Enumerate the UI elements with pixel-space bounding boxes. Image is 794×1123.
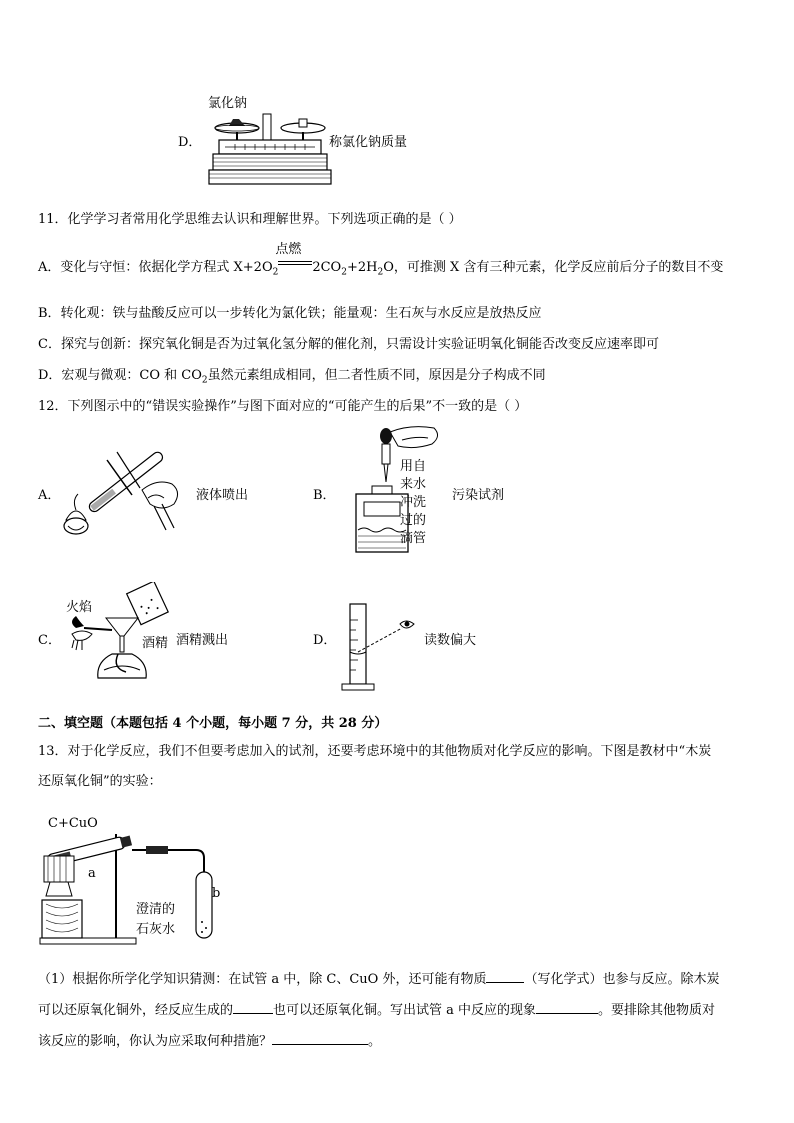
q11-option-b: B．转化观：铁与盐酸反应可以一步转化为氯化铁；能量观：生石灰与水反应是放热反应: [38, 306, 542, 321]
q13-p1-line2-part1: 可以还原氧化铜外，经反应生成的: [38, 1003, 234, 1018]
q11-d-prefix: D．宏观与微观：CO 和 CO: [38, 368, 202, 383]
dropper-label: [400, 458, 426, 548]
answer-blank[interactable]: [272, 1032, 368, 1045]
balance-label: 氯化钠: [208, 96, 248, 111]
q11-option-a: [38, 242, 724, 278]
q11-a-product: 2CO: [312, 260, 342, 275]
q11-option-c: C．探究与创新：探究氧化铜是否为过氧化氢分解的催化剂，只需设计实验证明氧化铜能否改变反应速率即可: [38, 337, 659, 352]
option-d-text: 称氯化钠质量: [329, 135, 408, 150]
reaction-condition: 点燃: [275, 242, 302, 257]
section-title: 二、填空题（本题包括 4 个小题，每小题 7 分，共 28 分）: [38, 716, 388, 731]
tube-a-label: a: [88, 866, 96, 881]
lamp-refill-figure: [62, 582, 172, 682]
dropper-label-line: 滴管: [400, 531, 427, 546]
q13-p1-line2-part2: 也可以还原氧化铜。写出试管 a 中反应的现象: [273, 1003, 537, 1018]
q11-a-suffix: O，可推测 X 含有三种元素，化学反应前后分子的数目不变: [383, 260, 724, 275]
tube-b-label: b: [212, 886, 221, 901]
flame-label: 火焰: [66, 600, 93, 615]
limewater-label-1: 澄清的: [136, 902, 176, 917]
q13-p1-line2: [38, 999, 715, 1018]
q13-p1-line3-part1: 该反应的影响，你认为应采取何种措施？: [38, 1034, 273, 1049]
q12-c-text: 酒精溅出: [176, 633, 229, 648]
q12-a-text: 液体喷出: [196, 488, 249, 503]
q12-a-letter: A．: [38, 488, 61, 503]
q13-p1-line2-part3: 。要排除其他物质对: [598, 1003, 716, 1018]
answer-blank[interactable]: [486, 970, 524, 983]
dropper-label-line: 用自: [400, 459, 427, 474]
q12-b-text: 污染试剂: [452, 488, 505, 503]
dropper-bottle-figure: [350, 422, 450, 554]
q13-p1-line1: [38, 968, 720, 987]
graduated-cylinder-icon: [340, 600, 420, 692]
q11-a-sub2: 2: [341, 267, 347, 278]
option-d-letter: D．: [178, 135, 202, 150]
q13-p1-part1: （1）根据你所学化学知识猜测：在试管 a 中，除 C、CuO 外，还可能有物质: [38, 972, 487, 987]
q11-option-d: [38, 364, 546, 386]
q11-a-sub3: 2: [377, 267, 384, 278]
cylinder-reading-figure: [340, 600, 420, 692]
dropper-label-line: 过的: [400, 513, 427, 528]
q11-d-sub: 2: [201, 375, 208, 386]
q12-d-letter: D．: [313, 633, 337, 648]
answer-blank[interactable]: [233, 1001, 273, 1014]
q11-d-suffix: 虽然元素组成相同，但二者性质不同，原因是分子构成不同: [207, 368, 546, 383]
reagent-label: C+CuO: [48, 816, 98, 831]
q12-b-letter: B．: [313, 488, 336, 503]
q12-d-text: 读数偏大: [424, 633, 477, 648]
alcohol-label: 酒精: [142, 636, 169, 651]
q13-p1-line3: [38, 1030, 381, 1049]
q13-p1-line3-part2: 。: [368, 1034, 382, 1049]
q13-p1-part2: （写化学式）也参与反应。除木炭: [524, 972, 720, 987]
balance-figure: [205, 92, 335, 190]
dropper-label-line: 冲洗: [400, 495, 427, 510]
q12-stem: 12．下列图示中的“错误实验操作”与图下面对应的“可能产生的后果”不一致的是（ ）: [38, 399, 528, 414]
reaction-arrow: [275, 242, 312, 271]
answer-blank[interactable]: [536, 1001, 598, 1014]
q11-a-sub1: 2: [272, 267, 279, 278]
carbon-reduction-apparatus-figure: [36, 812, 236, 948]
limewater-label-2: 石灰水: [136, 922, 176, 937]
q11-stem: 11．化学学习者常用化学思维去认识和理解世界。下列选项正确的是（ ）: [38, 212, 462, 227]
q13-stem-line1: 13．对于化学反应，我们不但要考虑加入的试剂，还要考虑环境中的其他物质对化学反应的影响。下图是教材中“木炭: [38, 744, 712, 759]
q13-stem-line2: 还原氧化铜”的实验：: [38, 774, 162, 789]
heating-test-tube-figure: [62, 440, 192, 540]
dropper-label-line: 来水: [400, 477, 427, 492]
q11-a-product2: +2H: [346, 260, 378, 275]
test-tube-heating-icon: [62, 440, 192, 540]
q12-c-letter: C．: [38, 633, 61, 648]
q11-a-prefix: A．变化与守恒：依据化学方程式 X+2O: [38, 260, 273, 275]
